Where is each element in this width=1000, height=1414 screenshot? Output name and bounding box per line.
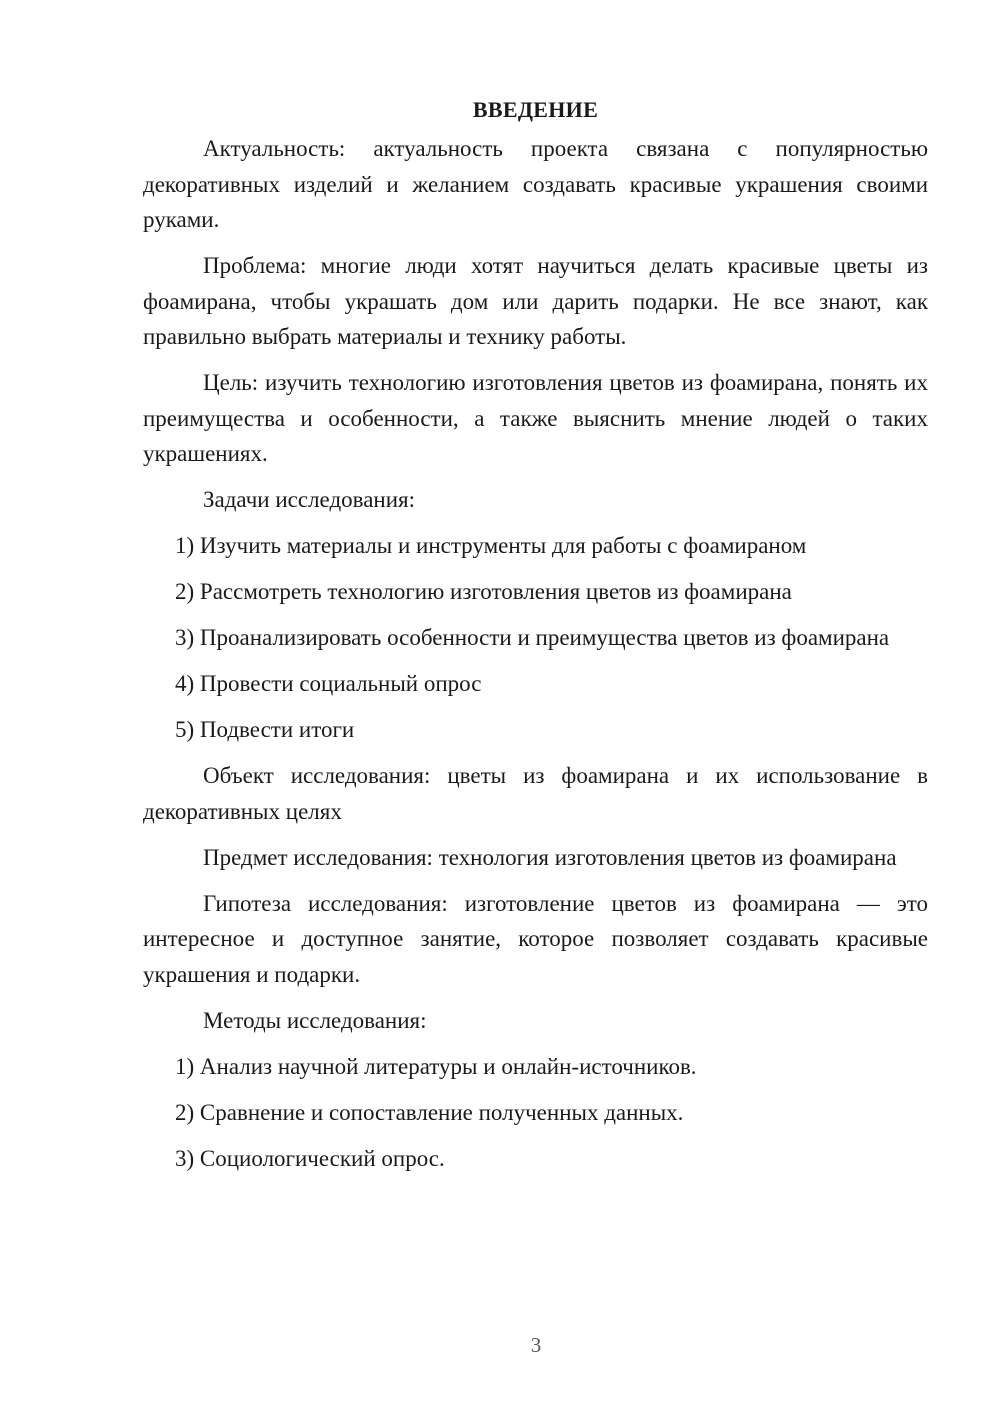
method-item: 2) Сравнение и сопоставление полученных данных. xyxy=(175,1099,684,1125)
methods-heading: Методы исследования: xyxy=(203,1007,427,1033)
task-item: 3) Проанализировать особенности и преимущества цветов из фоамирана xyxy=(175,625,890,650)
goal-paragraph: Цель: изучить технологию изготовления цветов из фоамирана, понять их преимущества и особенности, а также выяснить мнение людей о таких украшениях. xyxy=(143,370,928,466)
problem-paragraph: Проблема: многие люди хотят научиться делать красивые цветы из фоамирана, чтобы украшать дом или дарить подарки. Не все знают, как правильно выбрать материалы и технику работы. xyxy=(143,253,928,349)
task-item: 2) Рассмотреть технологию изготовления цветов из фоамирана xyxy=(175,579,792,604)
tasks-heading: Задачи исследования: xyxy=(203,487,416,512)
document-body xyxy=(143,92,928,1187)
task-item: 4) Провести социальный опрос xyxy=(175,671,482,696)
hypothesis-paragraph: Гипотеза исследования: изготовление цветов из фоамирана — это интересное и доступное занятие, которое позволяет создавать красивые украшения и подарки. xyxy=(143,890,928,987)
section-title: ВВЕДЕНИЕ xyxy=(472,97,599,122)
task-item: 1) Изучить материалы и инструменты для работы с фоамираном xyxy=(175,533,807,558)
page-number: 3 xyxy=(530,1333,542,1357)
relevance-paragraph: Актуальность: актуальность проекта связана с популярностью декоративных изделий и желанием создавать красивые украшения своими руками. xyxy=(143,136,928,232)
object-paragraph: Объект исследования: цветы из фоамирана и их использование в декоративных целях xyxy=(143,763,928,824)
method-item: 1) Анализ научной литературы и онлайн-источников. xyxy=(175,1053,697,1079)
task-item: 5) Подвести итоги xyxy=(175,717,355,742)
subject-paragraph: Предмет исследования: технология изготовления цветов из фоамирана xyxy=(203,844,897,870)
method-item: 3) Социологический опрос. xyxy=(175,1145,445,1171)
